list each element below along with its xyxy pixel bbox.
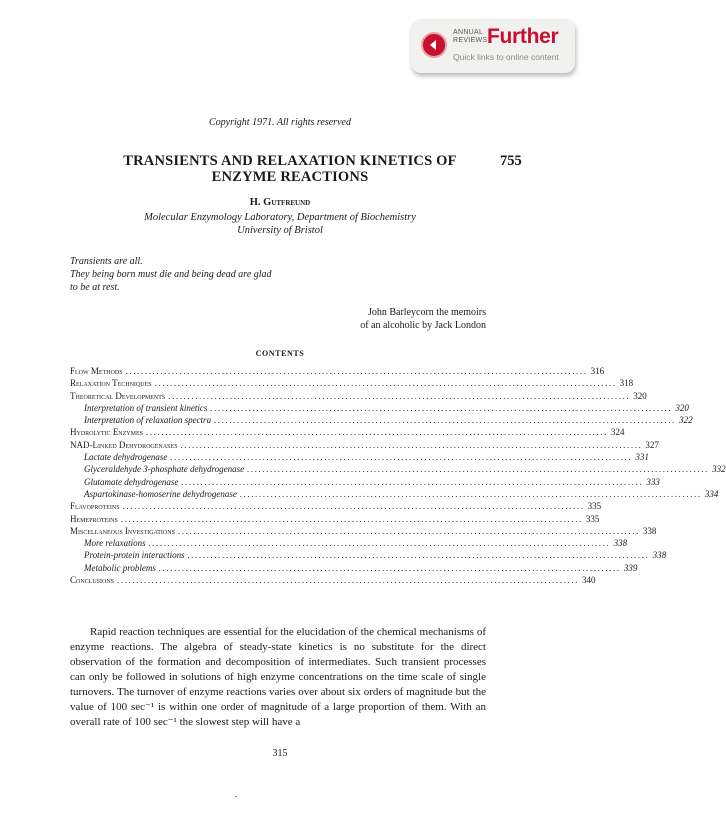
author-name: H. Gutfreund [249, 197, 311, 208]
toc-entry [70, 538, 628, 550]
toc-entry [70, 390, 647, 403]
toc-leader-dots: ........................................................................................................................ [125, 366, 588, 376]
toc-entry [70, 402, 689, 415]
header-page-number: 755 [500, 153, 522, 169]
toc-entry [70, 550, 667, 562]
toc-leader-dots: ........................................................................................................................ [210, 402, 673, 413]
toc-entry [70, 525, 657, 538]
toc-leader-dots: ........................................................................................................................ [120, 513, 583, 524]
toc-entry [70, 452, 649, 464]
toc-entry [70, 464, 726, 476]
toc-leader-dots: ........................................................................................................................ [154, 378, 617, 389]
toc-entry-label: Miscellaneous Investigations [70, 525, 175, 536]
copyright-notice: Copyright 1971. All rights reserved [209, 117, 351, 128]
toc-entry [70, 415, 693, 427]
annual-reviews-logo-icon [421, 32, 447, 58]
toc-entry-label: Aspartokinase-homoserine dehydrogenase [84, 488, 237, 499]
banner-subtitle: Quick links to online content [453, 52, 559, 62]
toc-entry [70, 439, 659, 452]
toc-leader-dots: ........................................................................................................................ [181, 476, 644, 487]
scan-speck [235, 796, 237, 797]
toc-entry [70, 562, 638, 575]
toc-entry-page: 318 [619, 378, 634, 389]
toc-entry-page: 320 [675, 402, 689, 413]
body-paragraph: Rapid reaction techniques are essential for the elucidation of the chemical mechanisms of enzyme reactions. The algebra of steady-state kinetics is no substitute for the direct observation of the formation and decomposition of intermediates. Such transient processes can only be followed in solutions of high enzyme concentrations on the time scale of single turnovers. The turnover of enzyme reactions varies over about six orders of magnitude but the value of 100 sec⁻¹ is within one order of magnitude of a large proportion of them. With an overall rate of 100 sec⁻¹ the slowest step will have a [70, 626, 486, 728]
toc-entry-label: Theoretical Developments [70, 390, 166, 401]
toc-entry [70, 378, 634, 390]
toc-leader-dots: ........................................................................................................................ [180, 439, 643, 450]
toc-leader-dots: ........................................................................................................................ [158, 562, 621, 573]
toc-leader-dots: ........................................................................................................................ [177, 525, 640, 536]
table-of-contents [70, 366, 726, 587]
toc-entry [70, 575, 596, 587]
toc-entry-label: Flavoproteins [70, 501, 120, 512]
toc-leader-dots: ........................................................................................................................ [117, 575, 580, 586]
toc-entry-page: 340 [582, 575, 596, 586]
brand-label: ANNUAL REVIEWS [453, 29, 488, 44]
toc-entry-page: 333 [646, 476, 660, 487]
toc-leader-dots: ........................................................................................................................ [187, 550, 650, 561]
toc-entry-page: 339 [623, 562, 638, 573]
toc-leader-dots: ........................................................................................................................ [122, 501, 585, 512]
toc-leader-dots: ........................................................................................................................ [145, 427, 608, 438]
toc-entry-label: Hydrolytic Enzymes [70, 427, 143, 438]
toc-entry-label: Interpretation of transient kinetics [84, 402, 208, 413]
banner-headline: Further [487, 25, 559, 48]
toc-leader-dots: ........................................................................................................................ [168, 390, 631, 401]
further-banner[interactable] [411, 19, 575, 73]
toc-entry-label: Glyceraldehyde 3-phosphate dehydrogenase [84, 464, 245, 475]
toc-entry-label: Hemeproteins [70, 513, 118, 524]
toc-entry-label: Conclusions [70, 575, 115, 586]
toc-leader-dots: ........................................................................................................................ [239, 488, 702, 499]
epigraph: Transients are all. They being born must die and being dead are glad to be at rest. [70, 256, 272, 293]
toc-entry [70, 427, 625, 439]
toc-entry-page: 335 [587, 501, 602, 512]
footer-page-number: 315 [272, 748, 288, 759]
toc-entry [70, 476, 660, 489]
toc-entry [70, 488, 719, 501]
toc-entry-label: Glutamate dehydrogenase [84, 476, 179, 487]
contents-heading: CONTENTS [255, 349, 305, 358]
toc-entry-label: Relaxation Techniques [70, 378, 152, 389]
toc-entry-page: 334 [704, 488, 719, 499]
toc-entry-page: 338 [613, 538, 628, 549]
toc-entry-page: 338 [652, 550, 667, 561]
toc-leader-dots: ........................................................................................................................ [170, 452, 633, 463]
toc-entry-page: 320 [633, 390, 647, 401]
body-text [70, 625, 486, 730]
toc-entry-label: Interpretation of relaxation spectra [84, 415, 212, 426]
toc-entry-page: 335 [585, 513, 600, 524]
toc-entry-page: 331 [635, 452, 649, 463]
toc-entry-label: Metabolic problems [84, 562, 156, 573]
toc-entry [70, 366, 605, 378]
toc-entry-label: Lactate dehydrogenase [84, 452, 168, 463]
toc-entry-page: 322 [679, 415, 693, 426]
toc-entry-page: 332 [712, 464, 726, 475]
toc-entry-page: 324 [610, 427, 625, 438]
toc-entry-page: 338 [642, 525, 657, 536]
toc-entry-page: 316 [590, 366, 605, 376]
toc-entry [70, 501, 602, 513]
toc-leader-dots: ........................................................................................................................ [247, 464, 710, 475]
toc-entry-label: NAD-Linked Dehydrogenases [70, 439, 178, 450]
toc-entry-label: More relaxations [84, 538, 146, 549]
epigraph-attribution: John Barleycorn the memoirs of an alcoholic by Jack London [360, 307, 486, 331]
article-title: TRANSIENTS AND RELAXATION KINETICS OF ENZYME REACTIONS [123, 153, 457, 185]
author-affiliation: Molecular Enzymology Laboratory, Department of Biochemistry University of Bristol [144, 212, 416, 236]
toc-entry-page: 327 [645, 439, 659, 450]
toc-entry-label: Protein-protein interactions [84, 550, 185, 561]
toc-entry-label: Flow Methods [70, 366, 123, 376]
toc-entry [70, 513, 600, 526]
toc-leader-dots: ........................................................................................................................ [214, 415, 677, 426]
toc-leader-dots: ........................................................................................................................ [148, 538, 611, 549]
